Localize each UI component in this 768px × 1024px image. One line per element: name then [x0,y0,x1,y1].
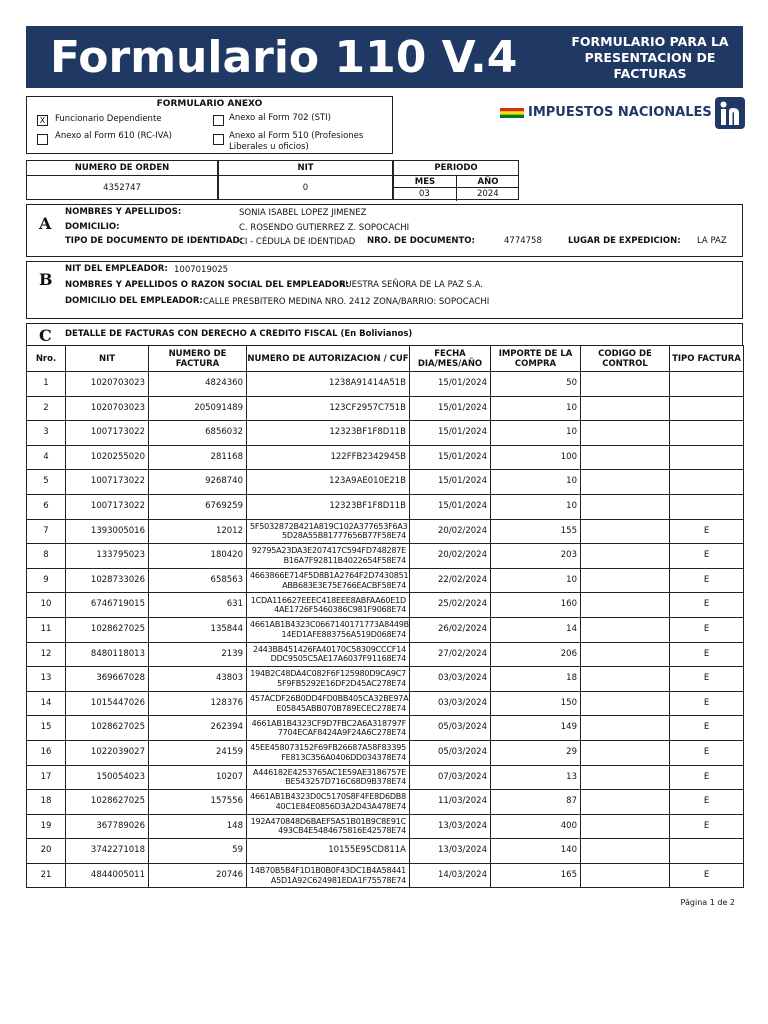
nro-doc-value: 4774758 [504,236,542,246]
row-importe: 87 [491,790,581,815]
row-tipo: E [670,642,744,667]
row-codigo [581,372,670,397]
row-factura: 4824360 [149,372,247,397]
row-nro: 1 [27,372,66,397]
row-nro: 11 [27,617,66,642]
row-nro: 20 [27,839,66,864]
row-fecha: 15/01/2024 [410,396,491,421]
row-factura: 20746 [149,863,247,888]
row-nro: 7 [27,519,66,544]
row-autorizacion [247,544,410,569]
row-nro: 3 [27,421,66,446]
row-codigo [581,863,670,888]
row-tipo: E [670,740,744,765]
row-autorizacion [247,421,410,446]
facturas-table [26,345,744,888]
table-row [27,740,744,765]
row-nit: 1393005016 [66,519,149,544]
logo-text: IMPUESTOS NACIONALES [528,105,712,120]
row-nit: 369667028 [66,667,149,692]
row-autorizacion-line-2: 5D28A55B81777656B77F58E74 [282,531,406,541]
row-tipo [670,445,744,470]
row-autorizacion-line-1: 4661AB1B4323C0667140171773A8449B [250,620,409,630]
row-fecha: 15/01/2024 [410,494,491,519]
row-fecha: 27/02/2024 [410,642,491,667]
table-row [27,519,744,544]
row-tipo: E [670,544,744,569]
mes-value: 03 [419,189,430,199]
row-autorizacion-line-2: 493CB4E5484675816E42578E74 [278,826,406,836]
table-row [27,790,744,815]
table-row [27,814,744,839]
col-header-factura: NUMERO DE FACTURA [149,346,247,372]
row-nit: 1028627025 [66,716,149,741]
row-autorizacion [247,691,410,716]
row-autorizacion-line-1: 194B2C48DA4C082F6F125980D9CA9C7 [250,669,406,679]
row-factura: 24159 [149,740,247,765]
section-b [26,261,743,319]
row-nro: 18 [27,790,66,815]
nit-empleador-label: NIT DEL EMPLEADOR: [65,264,168,274]
row-nro: 19 [27,814,66,839]
row-nit: 6746719015 [66,593,149,618]
row-autorizacion-line-2: BE543257D716C68D9B378E74 [285,777,406,787]
row-tipo [670,839,744,864]
row-tipo: E [670,691,744,716]
row-codigo [581,691,670,716]
row-fecha: 11/03/2024 [410,790,491,815]
row-tipo: E [670,617,744,642]
table-row [27,642,744,667]
row-factura: 157556 [149,790,247,815]
col-header-nro: Nro. [27,346,66,372]
table-body [27,372,744,888]
row-autorizacion-line-2: 7704ECAF8424A9F24A6C278E74 [277,728,406,738]
row-nro: 6 [27,494,66,519]
table-row [27,593,744,618]
table-row [27,544,744,569]
row-nit: 1015447026 [66,691,149,716]
periodo-box [393,160,519,200]
nit-value: 0 [302,183,309,193]
row-importe: 140 [491,839,581,864]
col-header-importe: IMPORTE DE LA COMPRA [491,346,581,372]
nit-label: NIT [297,163,314,173]
row-nro: 21 [27,863,66,888]
row-fecha: 03/03/2024 [410,667,491,692]
row-nit: 1007173022 [66,421,149,446]
row-autorizacion [247,445,410,470]
row-nit: 367789026 [66,814,149,839]
mes-label: MES [414,177,436,187]
row-autorizacion-line-1: 92795A23DA3E207417C594FD748287E [251,546,406,556]
row-codigo [581,396,670,421]
row-autorizacion [247,765,410,790]
row-fecha: 25/02/2024 [410,593,491,618]
row-factura: 2139 [149,642,247,667]
table-header-row [27,346,744,372]
anio-value: 2024 [477,189,499,199]
nombres-value: SONIA ISABEL LOPEZ JIMENEZ [239,208,367,218]
table-row [27,863,744,888]
subtitle-line-1: FORMULARIO PARA LA [571,34,729,49]
row-autorizacion-line-1: 5F5032872B421A819C102A377653F6A3 [250,521,408,531]
row-importe: 10 [491,470,581,495]
row-nro: 14 [27,691,66,716]
row-fecha: 15/01/2024 [410,372,491,397]
row-autorizacion [247,519,410,544]
checkbox-form-702-label: Anexo al Form 702 (STI) [229,113,331,123]
row-autorizacion-line-2: FE813C356A0406DD034378E74 [281,752,406,762]
row-nit: 1020703023 [66,396,149,421]
row-importe: 100 [491,445,581,470]
table-row [27,494,744,519]
row-nro: 13 [27,667,66,692]
row-autorizacion [247,470,410,495]
row-fecha: 20/02/2024 [410,519,491,544]
table-row [27,396,744,421]
row-autorizacion-line-1: A446182E4253765AC1E59AE3186757E [253,767,406,777]
row-factura: 262394 [149,716,247,741]
row-fecha: 05/03/2024 [410,716,491,741]
row-factura: 658563 [149,568,247,593]
row-autorizacion-line-2: A5D1A92C624981EDA1F75578E74 [270,875,406,885]
row-autorizacion [247,617,410,642]
row-importe: 150 [491,691,581,716]
row-tipo: E [670,765,744,790]
logo-i-icon [715,97,745,129]
section-c-title: DETALLE DE FACTURAS CON DERECHO A CREDITO FISCAL (En Bolivianos) [65,329,413,339]
row-importe: 149 [491,716,581,741]
table-row [27,470,744,495]
row-fecha: 15/01/2024 [410,470,491,495]
row-factura: 128376 [149,691,247,716]
section-a-letter: A [39,214,52,233]
row-importe: 10 [491,396,581,421]
table-row [27,691,744,716]
row-fecha: 13/03/2024 [410,814,491,839]
row-autorizacion-line-1: 12323BF1F8D11B [329,427,406,438]
row-factura: 12012 [149,519,247,544]
row-autorizacion [247,790,410,815]
row-codigo [581,765,670,790]
row-tipo [670,494,744,519]
orden-box [26,160,218,200]
row-factura: 631 [149,593,247,618]
table-row [27,445,744,470]
page-number: Página 1 de 2 [680,898,735,907]
row-factura: 10207 [149,765,247,790]
row-autorizacion-line-2: 5F9FB5292E16DF2D45AC278E74 [277,678,406,688]
row-autorizacion [247,863,410,888]
row-autorizacion-line-1: 123CF2957C751B [329,402,406,413]
row-tipo: E [670,667,744,692]
row-tipo: E [670,519,744,544]
lugar-value: LA PAZ [697,236,727,246]
row-factura: 9268740 [149,470,247,495]
row-autorizacion-line-1: 1238A91414A51B [329,378,406,389]
lugar-label: LUGAR DE EXPEDICION: [568,236,681,246]
row-codigo [581,667,670,692]
row-tipo [670,421,744,446]
row-importe: 10 [491,421,581,446]
row-nit: 4844005011 [66,863,149,888]
row-tipo: E [670,568,744,593]
checkbox-form-610[interactable] [37,134,48,145]
table-row [27,568,744,593]
anio-label: AÑO [477,177,499,187]
row-nro: 9 [27,568,66,593]
row-factura: 6769259 [149,494,247,519]
orden-value: 4352747 [103,183,141,193]
row-tipo [670,372,744,397]
row-autorizacion [247,814,410,839]
tipo-doc-value: CI - CÉDULA DE IDENTIDAD [239,237,356,247]
row-autorizacion-line-1: 2443BB451426FA40170C58309CCCF14 [252,644,406,654]
col-header-fecha: FECHA DIA/MES/AÑO [410,346,491,372]
anexo-title: FORMULARIO ANEXO [156,99,263,109]
row-tipo: E [670,863,744,888]
row-autorizacion-line-1: 10155E95CD811A [328,845,406,856]
row-importe: 165 [491,863,581,888]
domicilio-value: C. ROSENDO GUTIERREZ Z. SOPOCACHI [239,223,410,233]
row-nro: 17 [27,765,66,790]
checkbox-form-510-label: Anexo al Form 510 (Profesiones Liberales u oficios) [229,131,364,152]
col-header-codigo: CODIGO DE CONTROL [581,346,670,372]
row-importe: 160 [491,593,581,618]
row-factura: 281168 [149,445,247,470]
razon-social-label: NOMBRES Y APELLIDOS O RAZON SOCIAL DEL EMPLEADOR: [65,280,350,290]
table-row [27,716,744,741]
domicilio-empleador-value: CALLE PRESBITERO MEDINA NRO. 2412 ZONA/BARRIO: SOPOCACHI [203,297,490,307]
row-nro: 5 [27,470,66,495]
row-nro: 16 [27,740,66,765]
subtitle-line-2: PRESENTACION DE [584,50,716,65]
checkbox-form-510[interactable] [213,134,224,145]
bolivia-flag-icon [500,108,524,118]
tipo-doc-label: TIPO DE DOCUMENTO DE IDENTIDAD: [65,236,243,246]
orden-label: NUMERO DE ORDEN [74,163,170,173]
row-autorizacion-line-1: 123A9AE010E21B [329,476,406,487]
subtitle-line-3: FACTURAS [613,66,687,81]
form-title: Formulario 110 V.4 [50,32,518,83]
row-factura: 205091489 [149,396,247,421]
row-autorizacion-line-1: 4663866E714F5D8B1A2764F2D7430851 [250,571,409,581]
row-autorizacion [247,667,410,692]
row-codigo [581,839,670,864]
row-nit: 1022039027 [66,740,149,765]
row-codigo [581,421,670,446]
table-row [27,421,744,446]
row-importe: 13 [491,765,581,790]
row-autorizacion-line-2: B16A7F92811B4022654F58E74 [283,555,406,565]
row-fecha: 15/01/2024 [410,445,491,470]
row-autorizacion-line-1: 4661AB1B4323CF9D7FBC2A6A318797F [251,718,406,728]
section-a [26,204,743,257]
row-importe: 155 [491,519,581,544]
row-tipo: E [670,716,744,741]
row-autorizacion-line-1: 457ACDF26B0DD4FD0BB405CA32BE97A [250,694,409,704]
col-header-nit: NIT [66,346,149,372]
nro-doc-label: NRO. DE DOCUMENTO: [367,236,475,246]
row-nro: 12 [27,642,66,667]
row-importe: 400 [491,814,581,839]
row-tipo [670,396,744,421]
row-factura: 6856032 [149,421,247,446]
row-autorizacion-line-2: 4AE1726F5460386C981F9068E74 [274,605,406,615]
row-autorizacion-line-2: DDC9505C5AE17A6037F91168E74 [270,654,406,664]
row-nro: 2 [27,396,66,421]
row-codigo [581,790,670,815]
row-nit: 1020703023 [66,372,149,397]
row-importe: 18 [491,667,581,692]
row-codigo [581,544,670,569]
row-codigo [581,617,670,642]
row-factura: 180420 [149,544,247,569]
checkbox-funcionario[interactable]: X [37,115,48,126]
row-nro: 4 [27,445,66,470]
anexo-box [26,96,393,154]
table-row [27,372,744,397]
row-codigo [581,814,670,839]
row-nit: 1028627025 [66,617,149,642]
row-nit: 1028627025 [66,790,149,815]
row-autorizacion-line-1: 12323BF1F8D11B [329,501,406,512]
row-importe: 203 [491,544,581,569]
table-row [27,839,744,864]
table-row [27,765,744,790]
row-importe: 14 [491,617,581,642]
row-autorizacion-line-1: 4661AB1B4323D0C5170S8F4FE8D6DB8 [250,792,406,802]
table-row [27,667,744,692]
row-importe: 206 [491,642,581,667]
row-autorizacion-line-2: 14ED1AFE883756A519D068E74 [281,629,406,639]
table-row [27,617,744,642]
row-autorizacion [247,593,410,618]
row-nit: 1028733026 [66,568,149,593]
row-autorizacion-line-1: 192A470848D6BAEF5A51B01B9C8E91C [250,816,406,826]
row-nit: 150054023 [66,765,149,790]
row-importe: 29 [491,740,581,765]
periodo-label: PERIODO [434,163,478,173]
razon-social-value: NUESTRA SEÑORA DE LA PAZ S.A. [339,280,483,290]
row-autorizacion-line-1: 122FFB2342945B [330,451,406,462]
row-codigo [581,494,670,519]
row-autorizacion [247,839,410,864]
row-autorizacion-line-2: E05845ABB070B789ECEC278E74 [276,703,406,713]
row-codigo [581,593,670,618]
row-nro: 15 [27,716,66,741]
checkbox-form-610-label: Anexo al Form 610 (RC-IVA) [55,131,172,141]
row-nit: 133795023 [66,544,149,569]
checkbox-funcionario-label: Funcionario Dependiente [55,114,162,124]
row-tipo: E [670,593,744,618]
form-subtitle [570,34,730,82]
nit-empleador-value: 1007019025 [174,265,229,275]
row-fecha: 07/03/2024 [410,765,491,790]
row-fecha: 15/01/2024 [410,421,491,446]
row-autorizacion [247,372,410,397]
row-autorizacion [247,716,410,741]
row-codigo [581,716,670,741]
row-fecha: 05/03/2024 [410,740,491,765]
row-nit: 1007173022 [66,470,149,495]
row-codigo [581,568,670,593]
row-fecha: 22/02/2024 [410,568,491,593]
checkbox-form-702[interactable] [213,115,224,126]
row-tipo: E [670,790,744,815]
row-codigo [581,642,670,667]
impuestos-logo [500,97,745,129]
row-autorizacion [247,396,410,421]
row-fecha: 03/03/2024 [410,691,491,716]
row-nit: 3742271018 [66,839,149,864]
row-autorizacion-line-2: 40C1E84E0856D3A2D43A478E74 [275,801,406,811]
col-header-tipo: TIPO FACTURA [670,346,744,372]
row-autorizacion [247,494,410,519]
row-codigo [581,445,670,470]
section-c-letter: C [39,326,52,345]
row-importe: 10 [491,494,581,519]
row-factura: 148 [149,814,247,839]
nit-box [218,160,393,200]
row-factura: 59 [149,839,247,864]
row-autorizacion-line-1: 14B70B5B4F1D1B0B0F43DC1B4A58441 [250,866,407,876]
row-fecha: 14/03/2024 [410,863,491,888]
row-codigo [581,519,670,544]
col-header-autorizacion: NUMERO DE AUTORIZACION / CUF [247,346,410,372]
section-c [26,323,743,345]
row-importe: 50 [491,372,581,397]
row-autorizacion [247,642,410,667]
section-b-letter: B [39,270,53,289]
row-autorizacion [247,568,410,593]
row-nro: 8 [27,544,66,569]
row-nit: 1007173022 [66,494,149,519]
row-autorizacion [247,740,410,765]
row-tipo [670,470,744,495]
row-tipo: E [670,814,744,839]
domicilio-empleador-label: DOMICILIO DEL EMPLEADOR: [65,296,203,306]
row-nro: 10 [27,593,66,618]
row-autorizacion-line-1: 45EE458073152F69FB26687A58F83395 [250,743,406,753]
row-factura: 135844 [149,617,247,642]
row-nit: 1020255020 [66,445,149,470]
row-autorizacion-line-2: ABB683E3E75E766EACBF58E74 [282,580,406,590]
row-autorizacion-line-1: 1CDA116627EEEC418EEE8ABFAA60E1D [250,595,406,605]
nombres-label: NOMBRES Y APELLIDOS: [65,207,182,217]
row-codigo [581,740,670,765]
row-fecha: 20/02/2024 [410,544,491,569]
row-nit: 8480118013 [66,642,149,667]
row-fecha: 26/02/2024 [410,617,491,642]
row-fecha: 13/03/2024 [410,839,491,864]
row-codigo [581,470,670,495]
domicilio-label: DOMICILIO: [65,222,120,232]
row-importe: 10 [491,568,581,593]
row-factura: 43803 [149,667,247,692]
